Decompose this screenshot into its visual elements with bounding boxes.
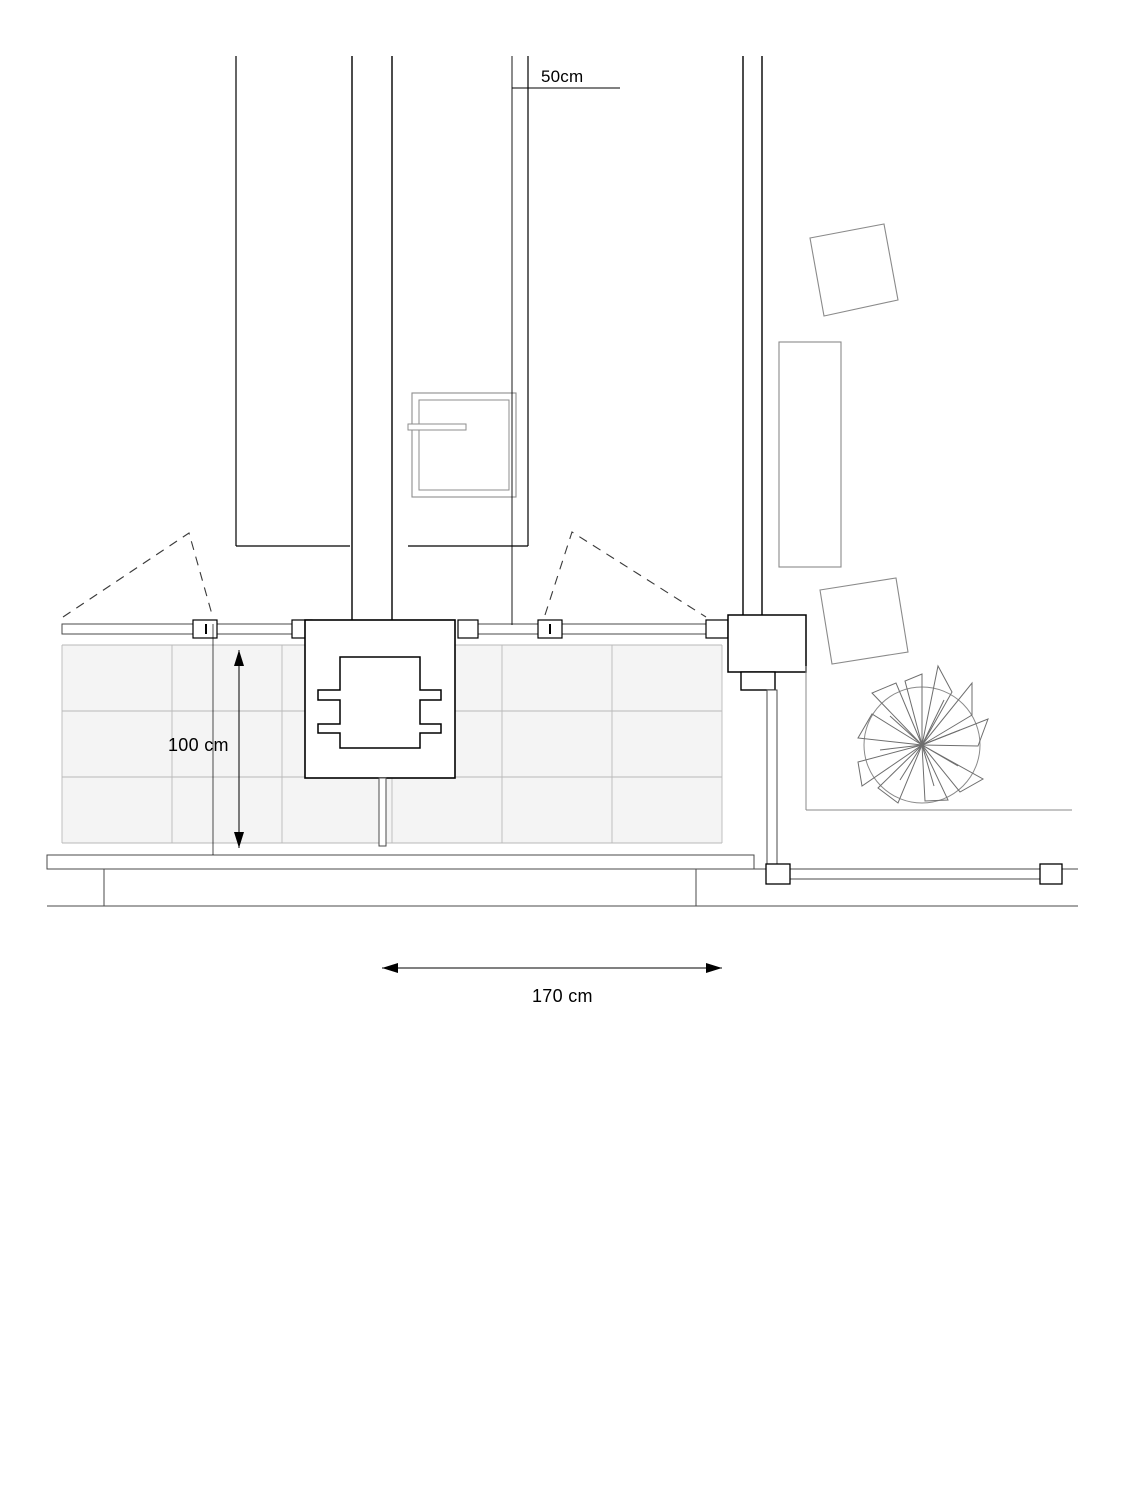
drop-pipe: [767, 690, 777, 870]
faucet-stem: [379, 778, 386, 846]
wall-right: [743, 56, 762, 622]
dimension-label-depth: 50cm: [541, 67, 584, 86]
sink-fixture: [305, 620, 455, 778]
pipe-run-left: [62, 620, 312, 638]
plant-rosette: [858, 666, 988, 803]
junction-box: [728, 615, 806, 690]
wall-center-column: [392, 56, 528, 628]
spray-cone-right: [545, 532, 706, 617]
valve-right: [706, 620, 728, 638]
pipe-run-bottom: [766, 864, 1062, 884]
base-plinth: [47, 855, 1078, 906]
dimension-width-170cm: [382, 963, 722, 973]
panel-tilted-upper: [810, 224, 898, 316]
spray-cone-left: [63, 533, 213, 618]
dimension-label-height: 100 cm: [168, 735, 229, 755]
pipe-run-right: [458, 620, 728, 638]
panel-tilted-lower: [820, 578, 908, 664]
window-opening: [408, 393, 516, 497]
panel-tall: [779, 342, 841, 567]
wall-left: [236, 56, 352, 628]
dimension-label-width: 170 cm: [532, 986, 593, 1006]
